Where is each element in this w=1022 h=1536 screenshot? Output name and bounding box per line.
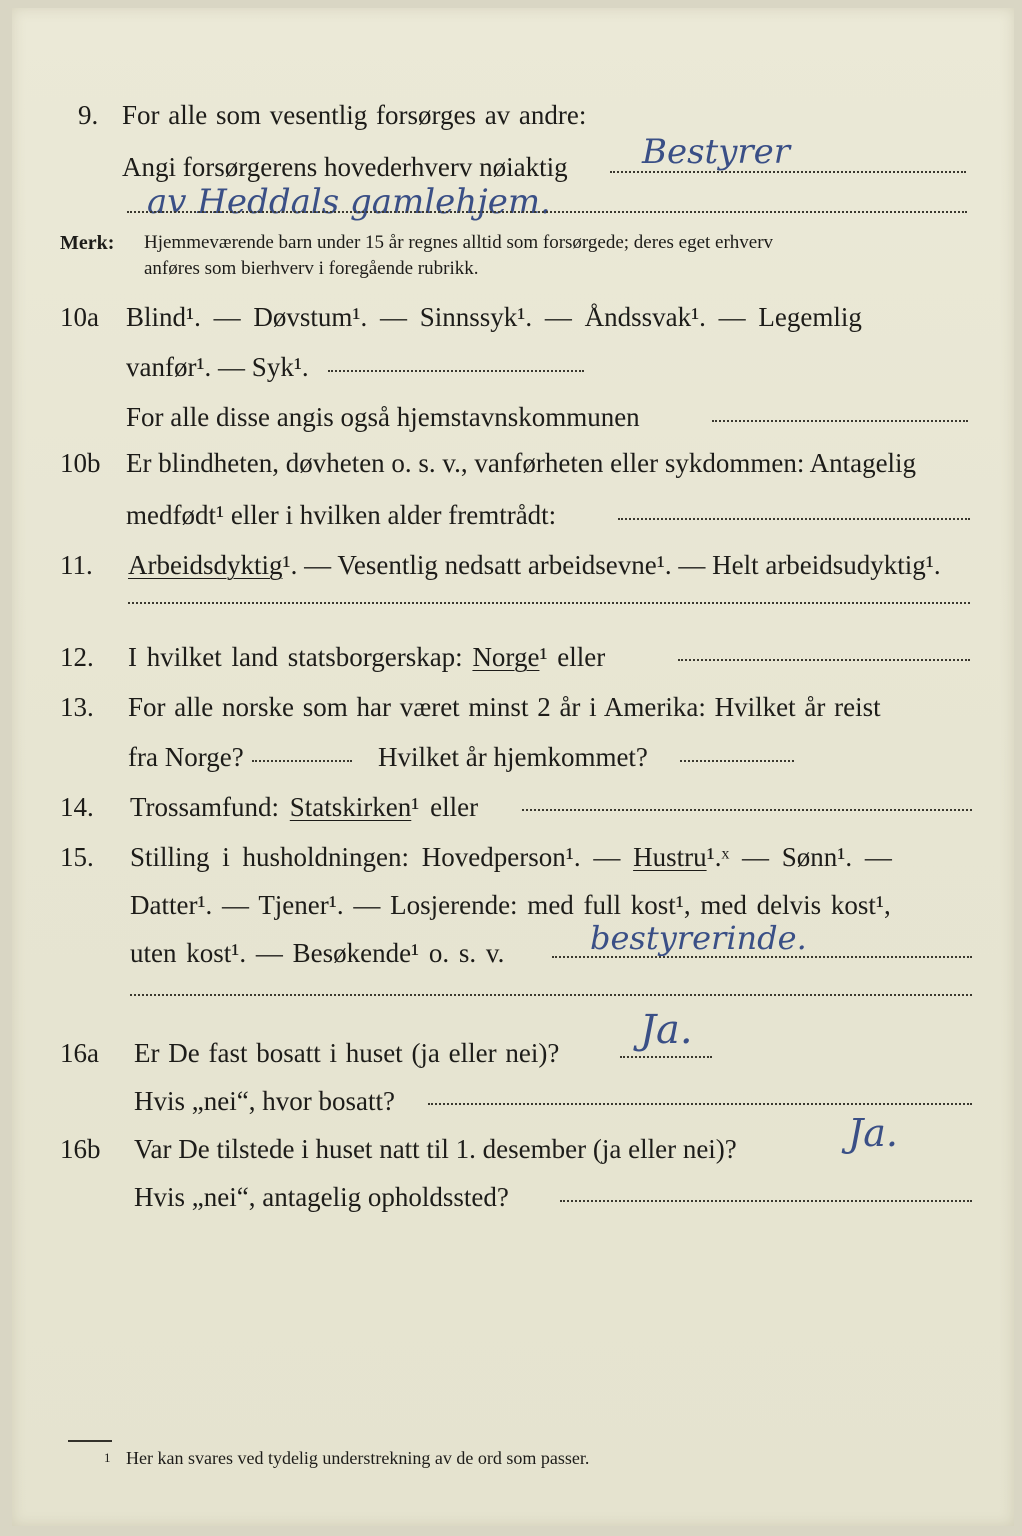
q9-answer-line-2 xyxy=(127,211,967,213)
footnote-mark: 1 xyxy=(104,1450,111,1465)
q15-answer-line-2 xyxy=(130,994,972,996)
q15-handwritten: bestyrerinde. xyxy=(590,919,807,957)
q9-number: 9. xyxy=(78,100,99,130)
q10b-answer-line xyxy=(618,518,970,520)
q16b-line1: Var De tilstede i huset natt til 1. desember (ja eller nei)? xyxy=(134,1134,737,1164)
q10a-number: 10a xyxy=(60,302,99,332)
q15-line2: Datter¹. — Tjener¹. — Losjerende: med full kost¹, med delvis kost¹, xyxy=(130,890,891,920)
q11-number: 11. xyxy=(60,550,93,580)
q14-answer-line xyxy=(522,809,972,811)
q15-number: 15. xyxy=(60,842,94,872)
q9-handwritten-occupation: Bestyrer xyxy=(642,132,791,172)
q10b-line2: medfødt¹ eller i hvilken alder fremtrådt: xyxy=(126,500,557,530)
q15-answer-line-1 xyxy=(552,956,972,958)
q15-option-hustru[interactable]: Hustru xyxy=(633,842,707,872)
q15-line1-suffix: ¹.ˣ — Sønn¹. — xyxy=(706,842,892,872)
q16a-line2: Hvis „nei“, hvor bosatt? xyxy=(134,1086,395,1116)
merk-line1: Hjemmeværende barn under 15 år regnes alltid som forsørgede; deres eget erhverv xyxy=(144,232,774,253)
q9-line1: For alle som vesentlig forsørges av andre: xyxy=(122,100,587,130)
q9-handwritten-occupation-cont: av Heddals gamlehjem. xyxy=(147,182,551,222)
q10a-line1: Blind¹. — Døvstum¹. — Sinnssyk¹. — Åndssvak¹. — Legemlig xyxy=(126,302,862,332)
q11-rest: ¹. — Vesentlig nedsatt arbeidsevne¹. — Helt arbeidsudyktig¹. xyxy=(282,550,941,580)
q9-line2: Angi forsørgerens hovederhverv nøiaktig xyxy=(122,152,568,182)
q12-number: 12. xyxy=(60,642,94,672)
q14-prefix: Trossamfund: xyxy=(130,792,280,822)
q12-line xyxy=(128,642,605,672)
census-form-page xyxy=(12,8,1014,1526)
q16a-number: 16a xyxy=(60,1038,99,1068)
q16a-handwritten: Ja. xyxy=(640,1007,693,1053)
merk-line2: anføres som bierhverv i foregående rubrikk. xyxy=(144,258,479,279)
q13-line2b: Hvilket år hjemkommet? xyxy=(378,742,648,772)
q15-line1 xyxy=(130,842,892,872)
q11-answer-line xyxy=(128,602,970,604)
q13-answer-line-2 xyxy=(680,760,794,762)
footnote-text: Her kan svares ved tydelig understrekning av de ord som passer. xyxy=(126,1448,590,1468)
q10a-line3: For alle disse angis også hjemstavnskommunen xyxy=(126,402,640,432)
q10a-line2: vanfør¹. — Syk¹. xyxy=(126,352,309,382)
q16a-answer-line-1 xyxy=(620,1056,712,1058)
q14-suffix: ¹ eller xyxy=(411,792,479,822)
footnote-rule xyxy=(68,1440,112,1442)
q15-line3: uten kost¹. — Besøkende¹ o. s. v. xyxy=(130,938,505,968)
q14-option-statskirken[interactable]: Statskirken xyxy=(289,792,412,822)
q16b-line2: Hvis „nei“, antagelig opholdssted? xyxy=(134,1182,509,1212)
q13-number: 13. xyxy=(60,692,94,722)
q13-line1: For alle norske som har været minst 2 år i Amerika: Hvilket år reist xyxy=(128,692,881,722)
q13-line2a: fra Norge? xyxy=(128,742,244,772)
q16a-line1: Er De fast bosatt i huset (ja eller nei)? xyxy=(134,1038,560,1068)
q11-option-arbeidsdyktig[interactable]: Arbeidsdyktig xyxy=(128,550,283,580)
q14-line xyxy=(130,792,478,822)
q11-line xyxy=(128,550,941,580)
merk-label: Merk: xyxy=(60,232,115,254)
q12-prefix: I hvilket land statsborgerskap: xyxy=(128,642,463,672)
q15-line1-prefix: Stilling i husholdningen: Hovedperson¹. — xyxy=(130,842,621,872)
q12-option-norge[interactable]: Norge xyxy=(472,642,540,672)
q13-answer-line-1 xyxy=(252,760,352,762)
q16b-handwritten: Ja. xyxy=(848,1111,898,1155)
q10a-answer-line-2 xyxy=(712,420,968,422)
q10b-line1: Er blindheten, døvheten o. s. v., vanførheten eller sykdommen: Antagelig xyxy=(126,448,917,478)
q12-answer-line xyxy=(678,659,970,661)
q14-number: 14. xyxy=(60,792,94,822)
q16a-answer-line-2 xyxy=(428,1103,972,1105)
q10b-number: 10b xyxy=(60,448,101,478)
q12-suffix: ¹ eller xyxy=(539,642,606,672)
q16b-number: 16b xyxy=(60,1134,101,1164)
q16b-answer-line xyxy=(560,1200,972,1202)
q10a-answer-line-1 xyxy=(328,370,584,372)
